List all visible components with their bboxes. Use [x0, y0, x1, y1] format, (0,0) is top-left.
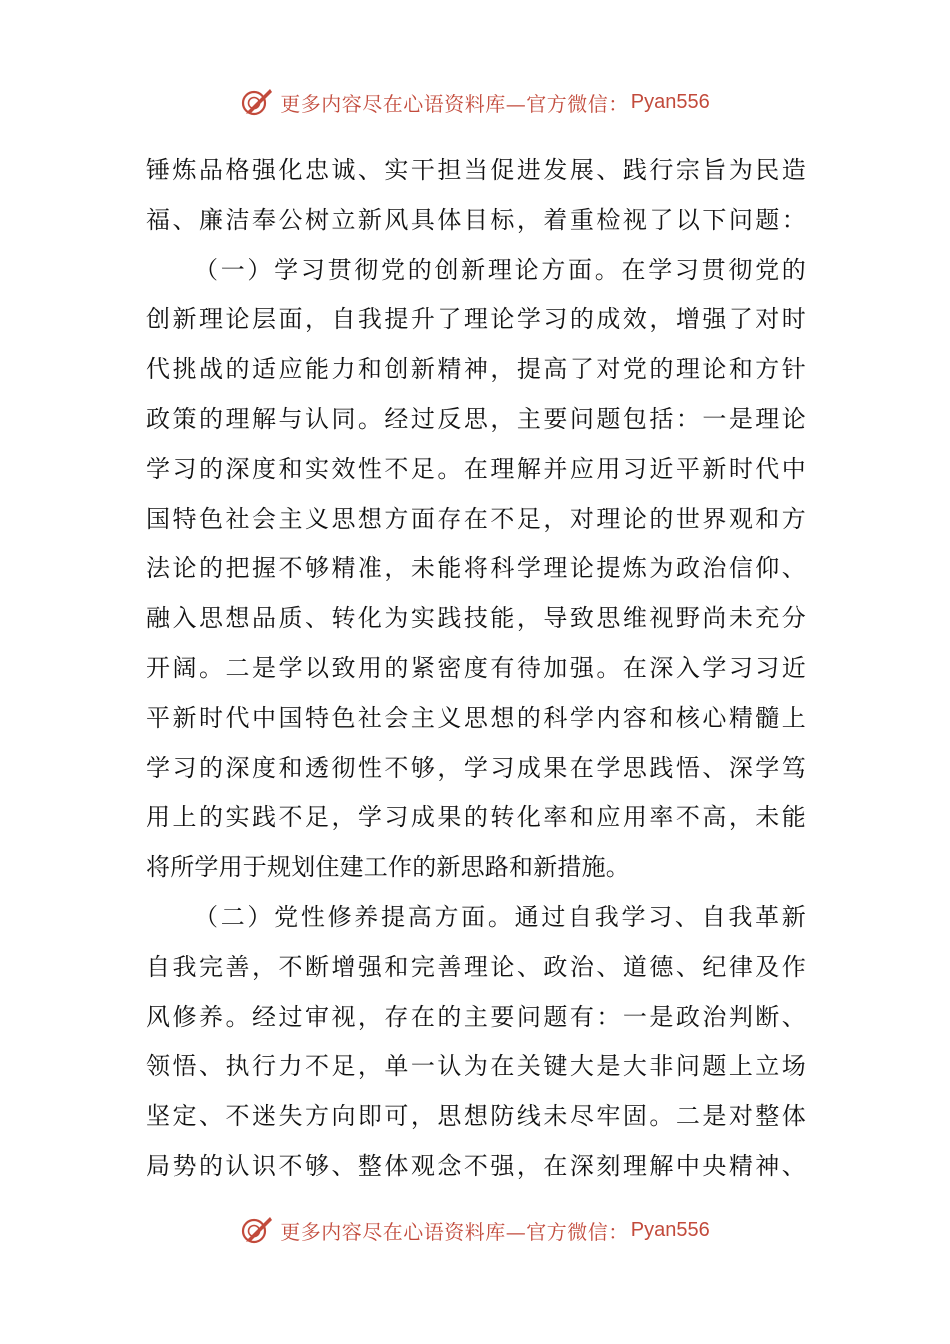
- header-wechat-id: Pyan556: [630, 90, 710, 113]
- body-line: 代挑战的适应能力和创新精神，提高了对党的理论和方针: [146, 355, 806, 384]
- body-line: 风修养。经过审视，存在的主要问题有：一是政治判断、: [146, 1002, 806, 1031]
- body-line: 学习的深度和实效性不足。在理解并应用习近平新时代中: [146, 454, 806, 483]
- header-banner-text: 更多内容尽在心语资料库—官方微信：: [280, 91, 629, 116]
- body-line: 平新时代中国特色社会主义思想的科学内容和核心精髓上: [146, 703, 806, 732]
- body-line: 创新理论层面，自我提升了理论学习的成效，增强了对时: [146, 305, 806, 334]
- body-line: 自我完善，不断增强和完善理论、政治、道德、纪律及作: [146, 952, 806, 981]
- section-heading-line: （一）学习贯彻党的创新理论方面。在学习贯彻党的: [194, 255, 806, 284]
- footer-banner-text: 更多内容尽在心语资料库—官方微信：: [280, 1219, 629, 1244]
- body-line: 领悟、执行力不足，单一认为在关键大是大非问题上立场: [146, 1052, 806, 1081]
- body-line: 用上的实践不足，学习成果的转化率和应用率不高，未能: [146, 803, 806, 832]
- body-line: 锤炼品格强化忠诚、实干担当促进发展、践行宗旨为民造: [146, 156, 806, 184]
- body-line: 国特色社会主义思想方面存在不足，对理论的世界观和方: [146, 504, 806, 533]
- footer-banner: [0, 1208, 950, 1252]
- body-line: 开阔。二是学以致用的紧密度有待加强。在深入学习习近: [146, 653, 806, 682]
- body-line: 法论的把握不够精准，未能将科学理论提炼为政治信仰、: [146, 554, 806, 583]
- quill-pen-logo-icon: [240, 1213, 274, 1247]
- body-line: 融入思想品质、转化为实践技能，导致思维视野尚未充分: [146, 604, 806, 633]
- body-line: 坚定、不迷失方向即可，思想防线未尽牢固。二是对整体: [146, 1102, 806, 1131]
- body-line: 将所学用于规划住建工作的新思路和新措施。: [146, 853, 630, 882]
- body-line: 局势的认识不够、整体观念不强，在深刻理解中央精神、: [146, 1151, 806, 1180]
- body-line: 政策的理解与认同。经过反思，主要问题包括：一是理论: [146, 404, 806, 433]
- body-line: 福、廉洁奉公树立新风具体目标，着重检视了以下问题：: [146, 205, 806, 234]
- document-body: [146, 146, 806, 1192]
- footer-wechat-id: Pyan556: [630, 1218, 710, 1241]
- header-banner: [0, 80, 950, 124]
- body-line: 学习的深度和透彻性不够，学习成果在学思践悟、深学笃: [146, 753, 806, 782]
- section-heading-line: （二）党性修养提高方面。通过自我学习、自我革新: [194, 902, 806, 931]
- quill-pen-logo-icon: [240, 85, 274, 119]
